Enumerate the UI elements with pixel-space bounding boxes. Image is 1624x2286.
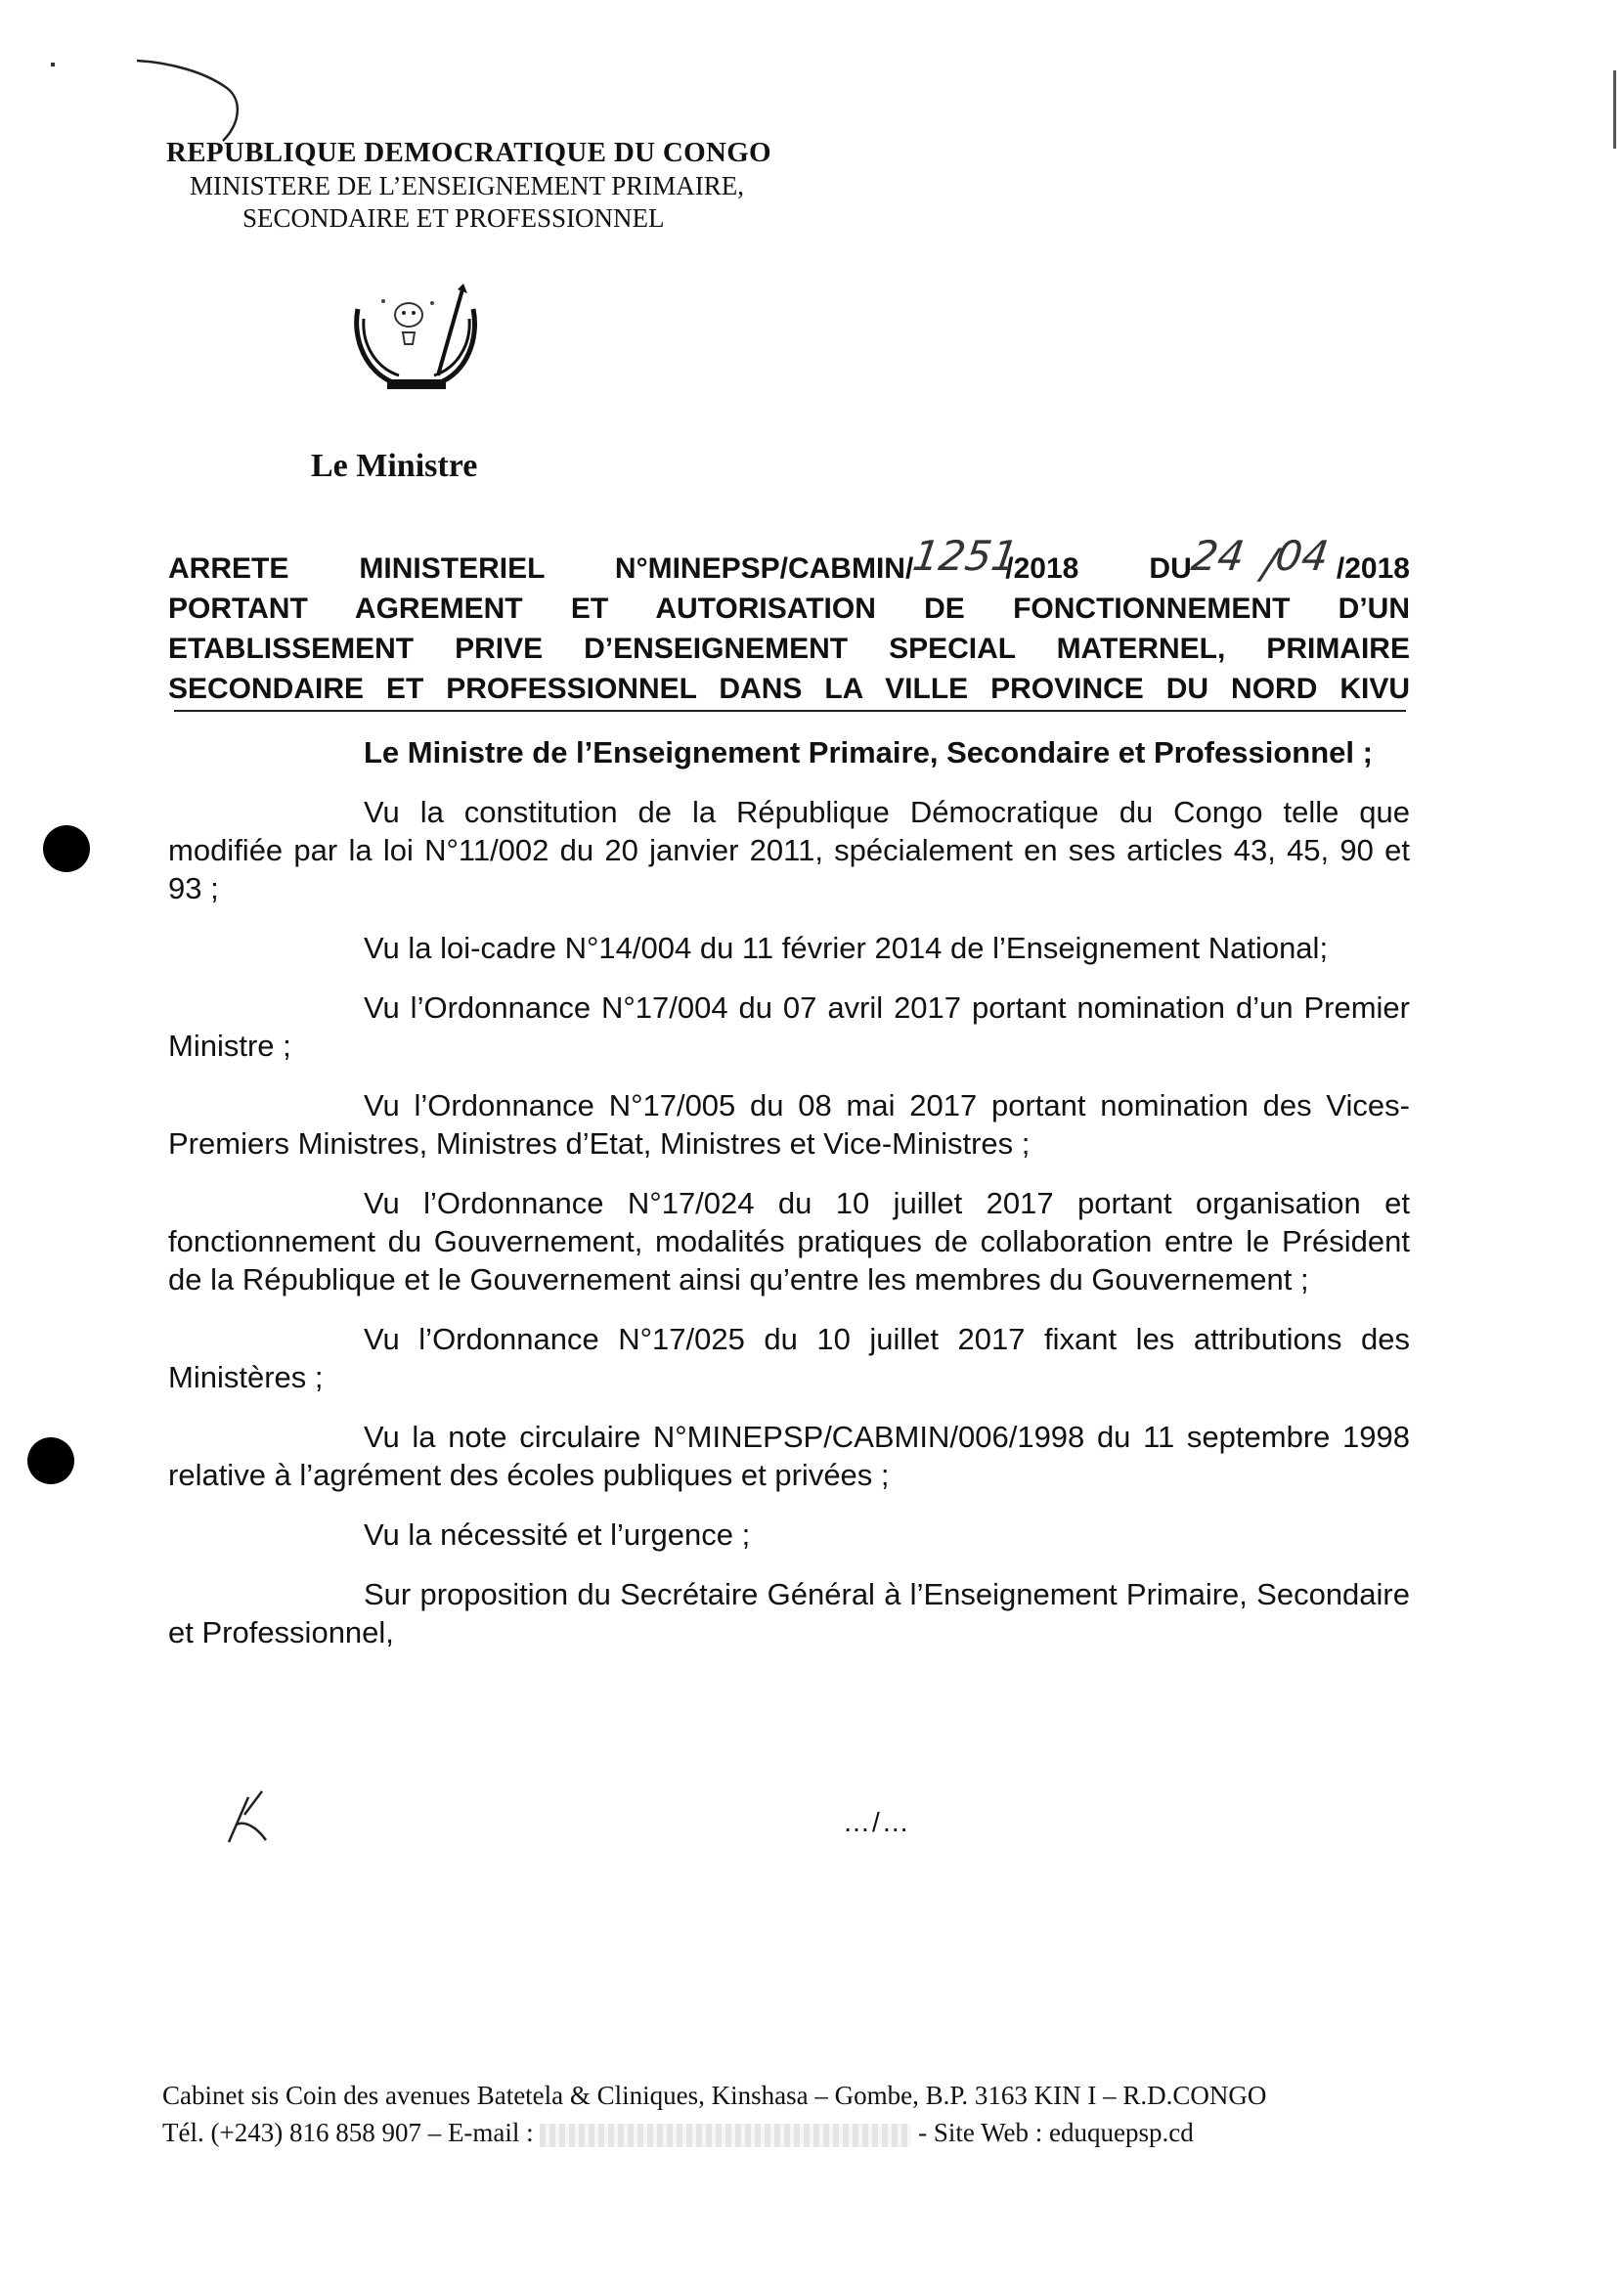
footer-website: - Site Web : eduquepsp.cd — [918, 2118, 1194, 2147]
title-underline — [174, 710, 1406, 712]
consideration-paragraph: Vu l’Ordonnance N°17/005 du 08 mai 2017 portant nomination des Vices-Premiers Ministres, Ministres d’Etat, Ministres et Vice-Ministres ; — [168, 1088, 1410, 1161]
consideration-paragraph: Vu la nécessité et l’urgence ; — [364, 1517, 751, 1552]
decree-title-line3: ETABLISSEMENT PRIVE D’ENSEIGNEMENT SPECIAL MATERNEL, PRIMAIRE — [168, 633, 1410, 665]
decree-year-suffix: /2018 — [1336, 552, 1410, 585]
consideration-paragraph: Sur proposition du Secrétaire Général à l’Enseignement Primaire, Secondaire et Professionnel, — [168, 1577, 1410, 1649]
decree-body — [168, 733, 1410, 1673]
footer-phone: Tél. (+243) 816 858 907 – E-mail : — [162, 2118, 534, 2147]
consideration-paragraph: Vu l’Ordonnance N°17/025 du 10 juillet 2017 fixant les attributions des Ministères ; — [168, 1322, 1410, 1394]
scan-speck — [51, 63, 55, 66]
handwritten-day: 24 — [1188, 532, 1248, 580]
decree-title — [168, 532, 1410, 709]
decree-prefix: ARRETE MINISTERIEL N°MINEPSP/CABMIN/ — [168, 552, 914, 585]
ministry-name-line2: SECONDAIRE ET PROFESSIONNEL — [242, 203, 665, 233]
letterhead — [166, 137, 870, 234]
consideration-paragraph: Vu la note circulaire N°MINEPSP/CABMIN/006/1998 du 11 septembre 1998 relative à l’agrément des écoles publiques et privées ; — [168, 1420, 1410, 1492]
handwritten-month: 04 — [1272, 532, 1332, 580]
consideration-paragraph: Vu la loi-cadre N°14/004 du 11 février 2014 de l’Enseignement National; — [364, 931, 1329, 965]
coat-of-arms-icon — [348, 280, 485, 407]
consideration-paragraph: Vu l’Ordonnance N°17/024 du 10 juillet 2017 portant organisation et fonctionnement du Gouvernement, modalités pratiques de collaboration entre le Président de la République et le Gouvernement ainsi qu’entre les membres du Gouvernement ; — [168, 1186, 1410, 1297]
redacted-email — [540, 2124, 911, 2147]
page-continuation-mark: …/… — [843, 1807, 911, 1837]
handwritten-date-separator: / — [1258, 540, 1280, 588]
consideration-paragraph: Vu la constitution de la République Démocratique du Congo telle que modifiée par la loi N°11/002 du 20 janvier 2011, spécialement en ses articles 43, 45, 90 et 93 ; — [168, 795, 1410, 905]
signatory-title: Le Ministre — [311, 448, 478, 484]
scan-edge-mark — [1613, 70, 1616, 149]
footer — [162, 2077, 1433, 2151]
punch-hole-top — [43, 825, 90, 872]
punch-hole-bottom — [27, 1437, 74, 1484]
footer-contact-line — [162, 2114, 1433, 2151]
country-name: REPUBLIQUE DEMOCRATIQUE DU CONGO — [166, 137, 771, 168]
decree-title-line4: SECONDAIRE ET PROFESSIONNEL DANS LA VILLE PROVINCE DU NORD KIVU — [168, 673, 1410, 705]
decree-title-line2: PORTANT AGREMENT ET AUTORISATION DE FONCTIONNEMENT D’UN — [168, 593, 1410, 625]
ministry-name-line1: MINISTERE DE L’ENSEIGNEMENT PRIMAIRE, — [190, 171, 744, 200]
handwritten-decree-number: 1251 — [909, 532, 1022, 580]
footer-address: Cabinet sis Coin des avenues Batetela & Cliniques, Kinshasa – Gombe, B.P. 3163 KIN I – R.D.CONGO — [162, 2081, 1267, 2110]
intro-paragraph: Le Ministre de l’Enseignement Primaire, Secondaire et Professionnel ; — [364, 735, 1373, 769]
consideration-paragraph: Vu l’Ordonnance N°17/004 du 07 avril 2017 portant nomination d’un Premier Ministre ; — [168, 990, 1410, 1063]
handwritten-initials — [223, 1787, 282, 1848]
decree-number-line — [168, 532, 1410, 589]
decree-year-segment: /2018 DU — [1005, 552, 1192, 585]
